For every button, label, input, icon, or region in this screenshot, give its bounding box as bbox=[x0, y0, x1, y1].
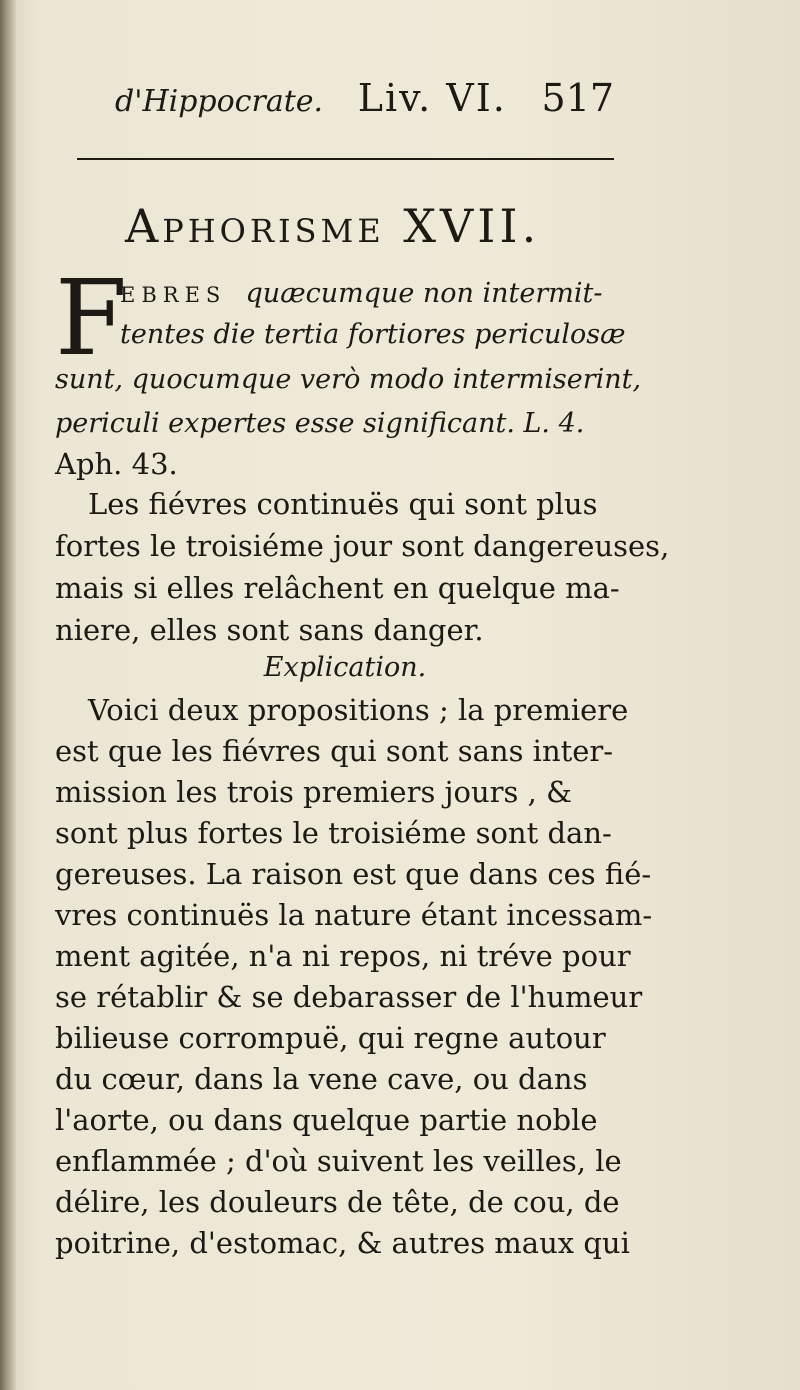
translation-line-2: fortes le troisiéme jour sont dangereuses, bbox=[55, 529, 670, 563]
translation-line-3: mais si elles relâchent en quelque ma- bbox=[55, 571, 620, 605]
explication-line-1: Voici deux propositions ; la premiere bbox=[88, 693, 629, 727]
aphorism-title: Aphorisme XVII. bbox=[125, 199, 541, 253]
explication-line-10: du cœur, dans la vene cave, ou dans bbox=[55, 1062, 588, 1096]
explication-line-8: se rétablir & se debarasser de l'humeur bbox=[55, 980, 643, 1014]
latin-text: quæcumque non intermit- bbox=[245, 278, 603, 309]
latin-line-4: periculi expertes esse significant. L. 4. bbox=[55, 408, 585, 439]
translation-line-1: Les fiévres continuës qui sont plus bbox=[88, 487, 598, 521]
latin-line-2: tentes die tertia fortiores periculosæ bbox=[120, 319, 626, 350]
explication-heading: Explication. bbox=[263, 652, 427, 683]
explication-line-3: mission les trois premiers jours , & bbox=[55, 775, 572, 809]
explication-line-4: sont plus fortes le troisiéme sont dan- bbox=[55, 816, 612, 850]
explication-line-6: vres continuës la nature étant incessam- bbox=[55, 898, 653, 932]
latin-line-5: Aph. 43. bbox=[55, 447, 178, 481]
running-head-book: Liv. VI. bbox=[357, 76, 507, 120]
explication-line-2: est que les fiévres qui sont sans inter- bbox=[55, 734, 614, 768]
header-rule bbox=[77, 158, 614, 160]
first-word-rest: ebres bbox=[120, 275, 227, 310]
explication-line-12: enflammée ; d'où suivent les veilles, le bbox=[55, 1144, 622, 1178]
explication-line-5: gereuses. La raison est que dans ces fié- bbox=[55, 857, 652, 891]
explication-line-14: poitrine, d'estomac, & autres maux qui bbox=[55, 1226, 630, 1260]
running-head-title: d'Hippocrate. bbox=[115, 84, 324, 119]
translation-line-4: niere, elles sont sans danger. bbox=[55, 613, 484, 647]
latin-line-1 bbox=[120, 272, 603, 312]
page-number: 517 bbox=[541, 76, 615, 120]
explication-line-11: l'aorte, ou dans quelque partie noble bbox=[55, 1103, 598, 1137]
book-spine-edge bbox=[0, 0, 16, 1390]
latin-line-3: sunt, quocumque verò modo intermiserint, bbox=[55, 364, 642, 395]
running-head bbox=[115, 68, 655, 128]
drop-cap: F bbox=[55, 257, 128, 379]
explication-line-13: délire, les douleurs de tête, de cou, de bbox=[55, 1185, 620, 1219]
explication-line-9: bilieuse corrompuë, qui regne autour bbox=[55, 1021, 606, 1055]
explication-line-7: ment agitée, n'a ni repos, ni tréve pour bbox=[55, 939, 631, 973]
